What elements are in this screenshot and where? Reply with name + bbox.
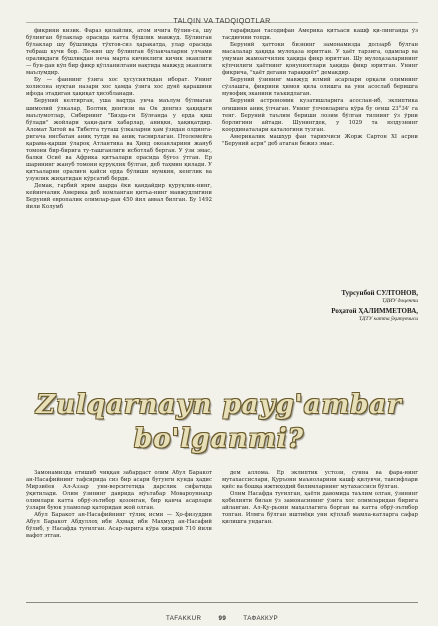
paragraph: Америкалик машҳур фан тарихчиси Жорж Сартон XI асрни "Беруний асри" деб атаган бежиз эмас.: [222, 133, 418, 147]
author-role: ТДТУ катта ўқитувчиси: [358, 316, 418, 322]
paragraph: Беруний ўзининг мавжуд илмий асарлари орқали олимнинг сўзлашга, фикрини ҳимоя қила олишга ва уни асослаб беришга мувофиқ эканини таъкидлаган.: [222, 77, 418, 98]
paragraph: Беруний ҳаттоки бизнинг замонамизда долзарб бўлган масалалар ҳақида мулоҳаза юритган. У ҳаёт тарзига, одамлар ва умуман жамоатчилик ҳақида фикр юритган. Шу мулоҳазаларининг кўпчилиги ҳаётнинг қонуниятлари ҳақида фикр юритган. Унинг фикрича, "ҳаёт дегани тараққиёт" демакдир.: [222, 42, 418, 77]
page-footer: [26, 602, 418, 622]
page-number: 99: [218, 615, 227, 622]
footer-magazine-cyrillic: ТАФАККУР: [243, 615, 278, 622]
article-title-line2: bo'lganmi?: [134, 424, 304, 454]
paragraph: Беруний келтирган, уша ваqтда унча маълум бўлмаган шимолий ўлкалар, Болтиқ денгизи ва Ок денгиз ҳақидаги маълумотлар, Сибирнинг "Бизда-ги Бўлғанда у ерда қиш бўлади" жойлари ҳақи-даги хабарлар, аниқки, ҳақиқатдир. Аломат Хитой ва Тибетга туташ ўлкаларни ҳам ўзидан олдинга-ригача нисбатан аниқ тутди ва аниқ тасвирлаган. Птолемейга қарама-қарши ўлароқ Атлантика ва Ҳинд океанларини жануб томони бир-бирига ту-ташганлиги исботлаб берган. У ўзи эмас, балки Осиё ва Африка қитъалари орасида бўғоз ўтган. Ер шарининг жануб томони қуруқлик бўлган, деб таҳмин қилади. У қитъаларни оралиғи қайси ерда бўлиши мумкин, кенглик ва узунлик жиҳатидан кўрсатиб берди.: [26, 98, 212, 182]
author-name: Турсунбой СУЛТОНОВ,: [341, 289, 418, 297]
top-left-column: [26, 28, 212, 375]
author-role: ТДИУ доценти: [381, 298, 418, 304]
paragraph: Бу — фаннинг ўзига хос ҳусусиятидан иборат. Унинг холисона нуқтаи назари хос ҳамда ўзига хос дунё қарашини ифода этадиган ҳақиқат ҳисобланади.: [26, 77, 212, 98]
section-title: TALQIN VA TADQIQOTLAR: [173, 16, 271, 25]
paragraph: дем аллома. Ер эклиптик устози, сунна ва фара-нинг мутахассислари, Қуръони маъноларини кашф қилувчи, тавсифлари қиёс ва бошқа ижтиҳодий билимларнинг мутахассиси бўлган.: [222, 470, 418, 491]
paragraph: Олим Насафда туғилган, ҳаёти давомида таълим олган, ўзининг қобилияти билан ўз замонасининг ўзига хос олимларидан бирига айланган. Ал-Қу-рьони маҳаллагига борган ва катта обрў-эътибор топган. Илмга бўлган иштиёқи уни кўплаб мамла-катларга сафар қилишга ундаган.: [222, 491, 418, 526]
paragraph: фикрини кизик. Фараз қилайлик, атом ичига бўлин-са, шу бўлинган бўлаклар ораcида катта бўшлик мавжуд. Бўлинган бўлаклар шу бўшлиқда тўхтов-сиз ҳаракатда, улар орасида тебраш кучи бор. Ле-кин шу бўлинган бўлакчаларни улчами оралиқдаги бўшлиқдан неча марта кичиклиги кичик эканлиги — бун-дан кўп бир фикр қўлланилгани вақтида мавжуд эканлиги маълумдир.: [26, 28, 212, 77]
paragraph: Беруний астрономик кузатишларига асослан-иб, эклиптика оғишини аниқ ўлчаган. Унинг ўлчовларига кўра бу оғиш 23°34' га тенг. Беруний таълим бериши лозим бўлган тилнинг ўз ўрни борлигини айтади. Шунингдек, у 1029 та юлдузнинг координаталари каталогини тузган.: [222, 98, 418, 133]
paragraph: тарафидан тасодифан Америка қитъаси кашф қи-линганда ўз тасдиғини топди.: [222, 28, 418, 42]
article-title-line1: Zulqarnayn payg'ambar: [36, 390, 402, 420]
section-header: [26, 8, 418, 23]
paragraph: Демак, гарбий ярим шарда ёки қандайдир қуруқлик-нинг, кейинчалик Америка деб номланган қитъа-нинг мавжудлигини Беруний европалик олимлар-дан 450 йил аввал билган. Бу 1492 йили Колумб: [26, 183, 212, 211]
paragraph: Замонамизда етишиб чиққан забардаст олим Абул Баракот ан-Насафийнинг тафсирида сиз бир асари бугунги кунда ҳадис Мирзиёев Ал-Аззар уни-верситетида дарслик сифатида ўқитилади. Олим ўзининг даврида мўътабар Мовароуннаҳр олимлари катта обрў-эътибор қозонган, бир қанча асарлари ўзлари буюк уламолар қаторидан жой олган.: [26, 470, 212, 512]
bottom-left-column: [26, 470, 212, 590]
bottom-right-column: [222, 470, 418, 590]
top-right-column: [222, 28, 418, 284]
paragraph: Абул Баракот ан-Насафийнинг тўлиқ исми — Ҳо-физуддин Абул Баракот Абдуллоҳ ибн Аҳмад ибн Маҳмуд ан-Насафий бўлиб, у Насафда туғилган. Асар-ларига кўра ҳижрий 710 йили вафот этган.: [26, 512, 212, 540]
article-title: [0, 388, 438, 456]
author-name: Роҳатой ҲАЛИММЕТОВА,: [331, 307, 418, 315]
footer-magazine-latin: TAFAKKUR: [165, 615, 202, 622]
